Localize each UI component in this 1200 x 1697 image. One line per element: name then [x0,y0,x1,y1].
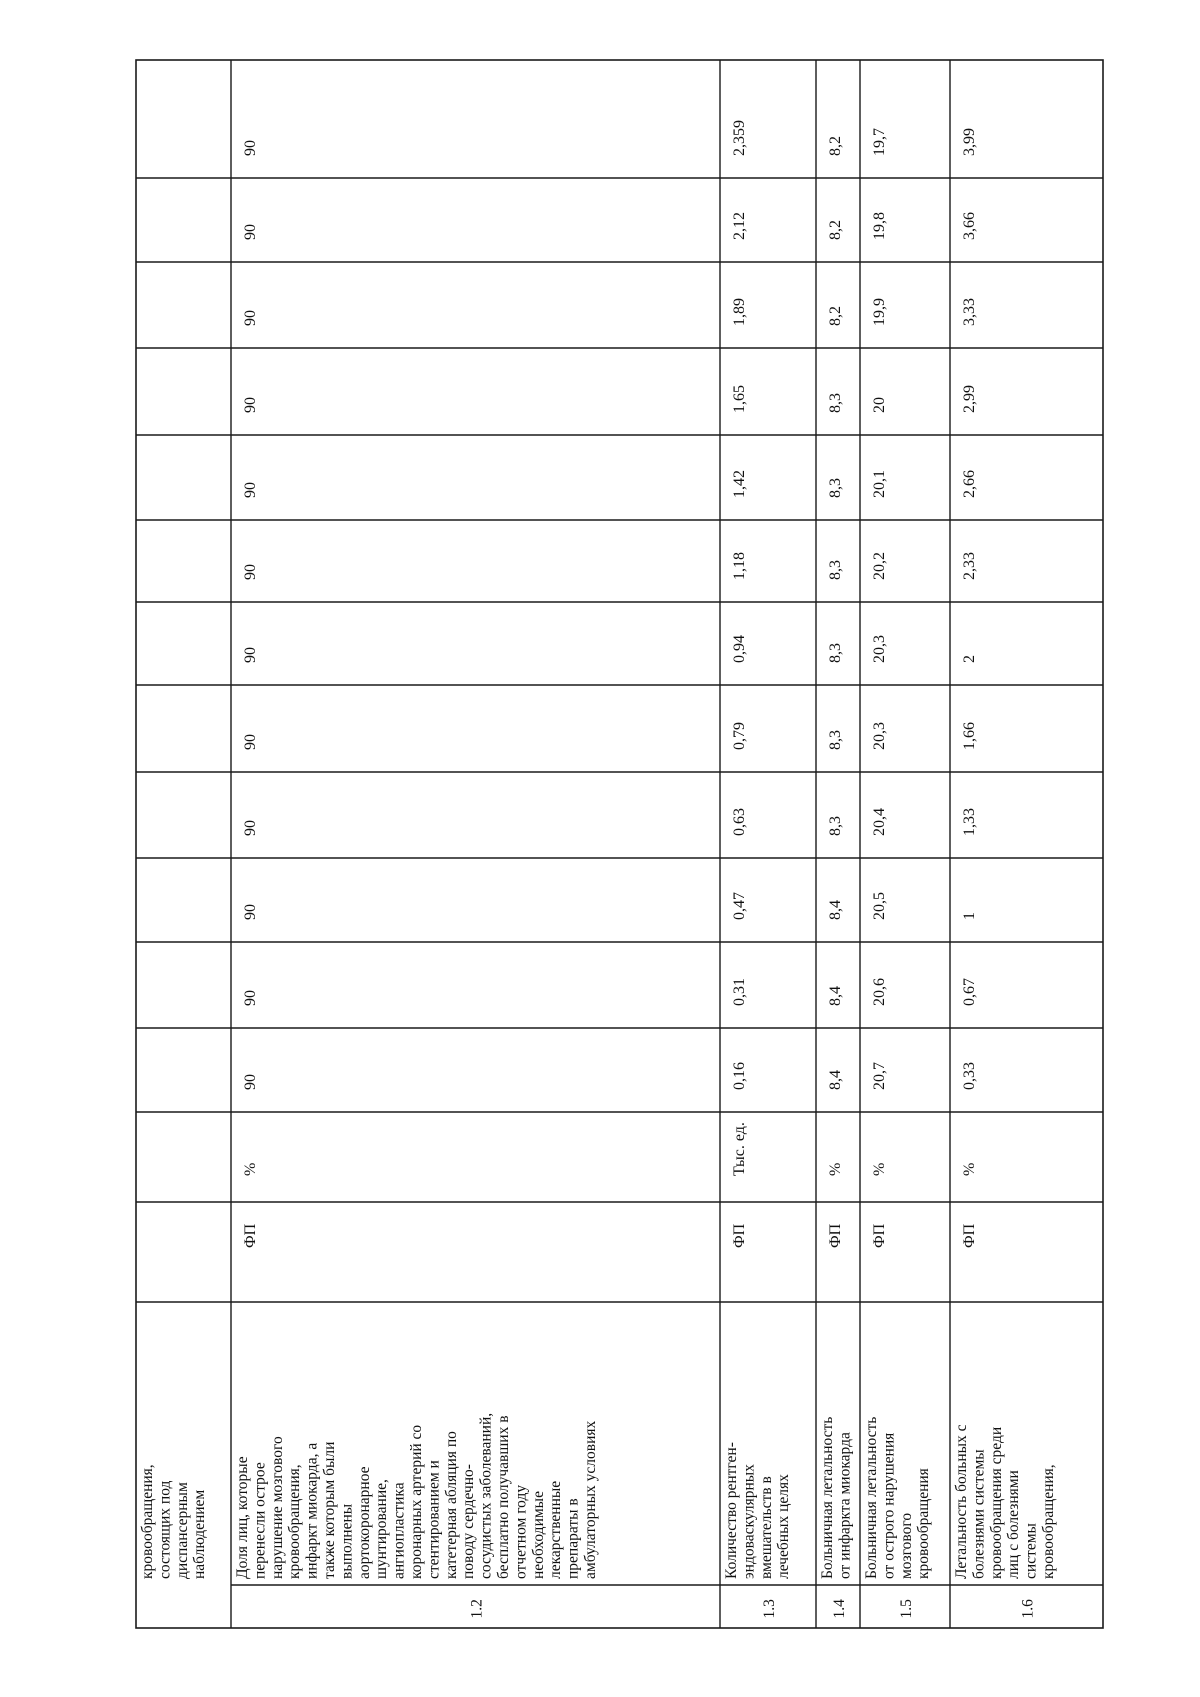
value-cell: 8,4 [827,900,844,920]
value-cell: 0,16 [731,1062,748,1090]
value-cell: 90 [242,140,259,156]
row-number: 1.6 [1019,1599,1037,1619]
value-cell: 0,79 [731,722,748,750]
value-cell: 8,2 [827,220,844,240]
indicator-name-line: кровообращения, [1040,1464,1057,1579]
value-cell: 20,2 [871,552,888,580]
indicator-name-line: коронарных артерий со [408,1424,425,1579]
value-cell: 20,3 [871,635,888,663]
indicator-name-line: вмешательств в [757,1476,775,1579]
value-cell: 2,66 [961,470,978,498]
unit-cell: Тыс. ед. [731,1122,748,1176]
indicator-name-line: амбулаторных условиях [582,1420,599,1579]
source-cell: ФП [827,1223,844,1248]
value-cell: 8,2 [827,136,844,156]
value-cell: 19,7 [871,128,888,156]
value-cell: 20,5 [871,892,888,920]
value-cell: 8,4 [827,986,844,1006]
indicator-name-line: также которым были [321,1441,338,1579]
row-number: 1.5 [898,1599,915,1619]
value-cell: 1 [961,912,978,920]
indicator-name-line: болезнями системы [970,1449,988,1579]
value-cell: 1,66 [961,722,978,750]
value-cell: 20,1 [871,470,888,498]
indicator-name-line: стентированием и [425,1460,443,1579]
source-cell: ФП [731,1223,748,1248]
unit-cell: % [827,1162,844,1176]
value-cell: 8,4 [827,1070,844,1090]
indicator-name-line: наблюдением [191,1489,209,1579]
indicator-name-line: кровообращения, [139,1464,156,1579]
indicator-name-line: лечебных целях [775,1474,793,1579]
source-cell: ФП [961,1223,978,1248]
value-cell: 0,94 [731,635,748,663]
value-cell: 3,33 [961,298,978,326]
indicator-name-line: от острого нарушения [880,1432,898,1579]
value-cell: 90 [242,647,259,663]
source-cell: ФП [871,1223,888,1248]
indicator-name-line: системы [1022,1523,1040,1579]
value-cell: 0,47 [731,892,748,920]
value-cell: 8,3 [827,560,844,580]
value-cell: 20,6 [871,978,888,1006]
indicator-name-line: поводу сердечно- [460,1464,478,1579]
value-cell: 2,33 [961,552,978,580]
value-cell: 8,2 [827,306,844,326]
value-cell: 2,99 [961,385,978,413]
value-cell: 2 [961,655,978,663]
indicator-name-line: кровообращения среди [987,1426,1005,1579]
value-cell: 90 [242,310,259,326]
indicator-name-line: Летальность больных с [953,1424,970,1579]
value-cell: 0,67 [961,978,978,1006]
table-grid [136,60,1103,1628]
value-cell: 20,4 [871,808,888,836]
value-cell: 1,65 [731,385,748,413]
value-cell: 1,18 [731,552,748,580]
indicator-name-line: сосудистых заболеваний, [477,1412,495,1579]
value-cell: 2,12 [731,212,748,240]
value-cell: 2,359 [731,120,748,156]
value-cell: 0,63 [731,808,748,836]
source-cell: ФП [242,1223,259,1248]
indicator-name-line: ангиопластика [390,1482,408,1579]
value-cell: 90 [242,990,259,1006]
value-cell: 0,31 [731,978,748,1006]
value-cell: 20,3 [871,722,888,750]
indicator-name-line: эндоваскулярных [740,1464,758,1579]
value-cell: 90 [242,820,259,836]
table-cells [139,120,1057,1619]
indicator-name-line: бесплатно получавших в [495,1415,512,1579]
value-cell: 19,9 [871,298,888,326]
value-cell: 90 [242,224,259,240]
indicator-name-line: Больничная летальность [819,1416,836,1579]
value-cell: 90 [242,397,259,413]
value-cell: 90 [242,482,259,498]
value-cell: 3,66 [961,212,978,240]
value-cell: 3,99 [961,128,978,156]
value-cell: 20 [871,397,888,413]
value-cell: 20,7 [871,1062,888,1090]
indicator-name-line: от инфаркта миокарда [836,1432,854,1579]
value-cell: 8,3 [827,816,844,836]
indicator-name-line: Количество рентген- [723,1442,740,1579]
indicator-name-line: препараты в [564,1498,582,1579]
value-cell: 90 [242,904,259,920]
indicator-name-line: инфаркт миокарда, а [303,1442,321,1579]
indicator-name-line: аортокоронарное [355,1466,373,1579]
indicator-name-line: Доля лиц, которые [234,1456,251,1579]
indicator-name-line: лиц с болезнями [1005,1470,1023,1579]
indicator-name-line: выполнены [338,1503,356,1579]
value-cell: 8,3 [827,393,844,413]
indicator-name-line: кровообращения [915,1468,933,1579]
indicator-name-line: кровообращения, [286,1464,304,1579]
indicator-name-line: необходимые [529,1491,547,1579]
indicator-name-line: катетерная абляция по [442,1431,460,1579]
indicator-name-line: нарушение мозгового [268,1436,286,1579]
indicator-name-line: состоящих под [156,1480,174,1579]
indicator-name-line: перенесли острое [251,1462,269,1579]
row-number: 1.2 [468,1599,486,1619]
value-cell: 8,3 [827,730,844,750]
value-cell: 1,33 [961,808,978,836]
value-cell: 0,33 [961,1062,978,1090]
indicator-name-line: мозгового [897,1512,915,1579]
indicator-name-line: лекарственные [547,1480,565,1579]
value-cell: 8,3 [827,643,844,663]
value-cell: 1,89 [731,298,748,326]
value-cell: 90 [242,1074,259,1090]
value-cell: 90 [242,734,259,750]
row-number: 1.3 [761,1599,778,1619]
value-cell: 8,3 [827,478,844,498]
unit-cell: % [242,1162,259,1176]
indicator-name-line: шунтирование, [373,1479,391,1579]
row-number: 1.4 [831,1599,848,1619]
unit-cell: % [871,1162,888,1176]
unit-cell: % [961,1162,978,1176]
value-cell: 1,42 [731,470,748,498]
indicator-name-line: Больничная летальность [863,1416,880,1579]
value-cell: 90 [242,564,259,580]
indicator-name-line: диспансерным [173,1482,191,1579]
indicator-name-line: отчетном году [512,1484,530,1579]
value-cell: 19,8 [871,212,888,240]
